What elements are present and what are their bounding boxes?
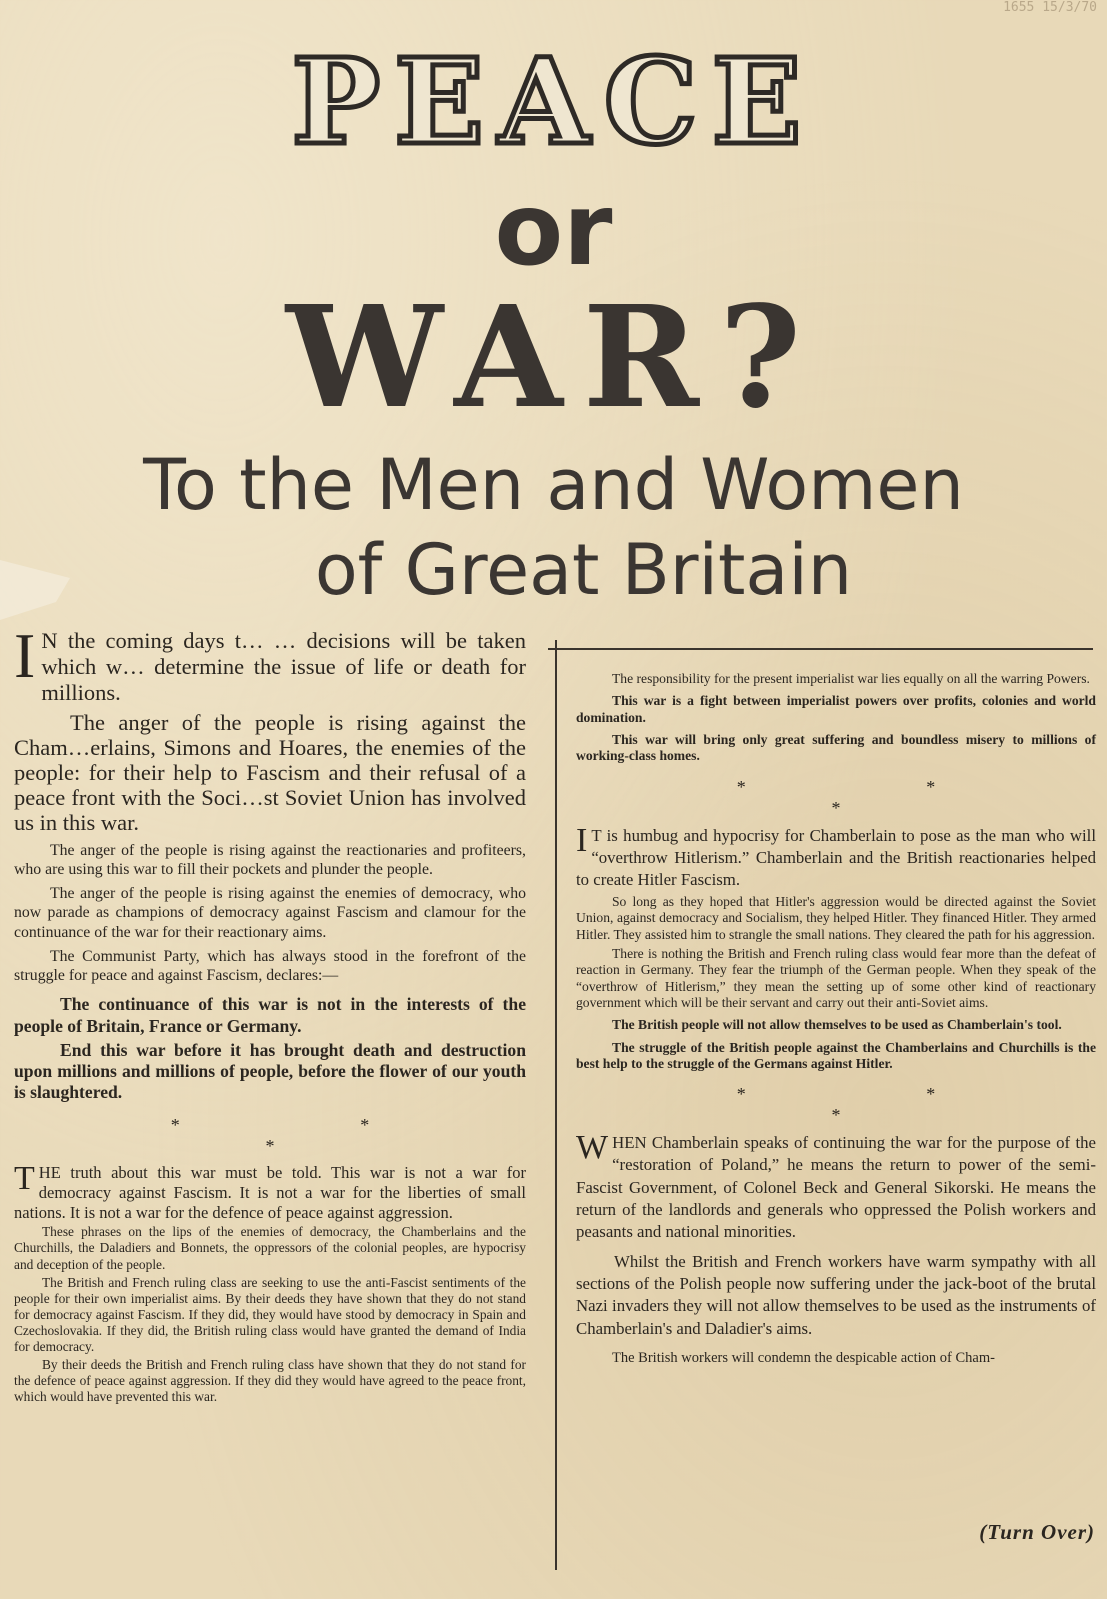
archive-mark: 1655 15/3/70 <box>1003 0 1097 15</box>
section-stars: * * * <box>736 776 1024 818</box>
chamberlain-tool-paragraph: The British people will not allow themselves to be used as Chamberlain's tool. <box>612 1017 1062 1033</box>
humbug-paragraph <box>576 821 1096 892</box>
humbug-text: T is humbug and hypocrisy for Chamberlain to pose as the man who will “overthrow Hitlerism.” Chamberlain and the British reactionaries helped to create Hitler Fascism. <box>576 825 1096 889</box>
responsibility-paragraph: The responsibility for the present imperialist war lies equally on all the warring Powers. <box>612 671 1090 686</box>
section-stars: * * * <box>170 1114 458 1156</box>
deeds-paragraph: By their deeds the British and French ruling class have shown that they do not stand for the defence of peace against aggression. If they did they would have agreed to the peace front, which would have prevented this war. <box>14 1356 526 1405</box>
drop-cap: T <box>14 1159 35 1197</box>
struggle-paragraph: The struggle of the British people against the Chamberlains and Churchills is the best help to the struggle of the Germans against Hitler. <box>576 1039 1096 1071</box>
left-column <box>14 620 526 1405</box>
headline-war: WAR? <box>285 276 822 440</box>
suffering-paragraph: This war will bring only great suffering and boundless misery to millions of working-class homes. <box>576 731 1096 764</box>
phrases-paragraph: These phrases on the lips of the enemies of democracy, the Chamberlains and the Churchills, the Daladiers and Bonnets, the oppressors of the colonial peoples, are hypocrisy and deception of the people. <box>14 1224 526 1272</box>
poland-text: HEN Chamberlain speaks of continuing the war for the purpose of the “restoration of Poland,” he means the return to power of the semi-Fascist Government, of Colonel Beck and General Sikorski. He means the return of the landlords and generals who oppressed the Polish workers and peasants and national minorities. <box>576 1133 1096 1241</box>
lead-paragraph <box>14 620 526 706</box>
drop-cap: I <box>576 821 588 859</box>
declaration-2: End this war before it has brought death and destruction upon millions and millions of people, before the flower of our youth is slaughtered. <box>14 1039 526 1102</box>
headline-peace: PEACE <box>291 32 816 171</box>
anger-lead: The anger of the people is rising against the Cham…erlains, Simons and Hoares, the enemies of the people: for their help to Fascism and their refusal of a peace front with the Soci…st Soviet Union has involved us in this war. <box>14 709 526 836</box>
drop-cap: I <box>14 620 36 691</box>
headline-or: or <box>494 171 613 288</box>
truth-text: HE truth about this war must be told. This war is not a war for democracy against Fascism. It is not a war for the liberties of small nations. It is not a war for the defence of peace against aggression. <box>14 1162 526 1222</box>
anger-paragraph-1: The anger of the people is rising against the reactionaries and profiteers, who are using this war to fill their pockets and plunder the people. <box>14 841 526 878</box>
right-column <box>576 668 1096 1367</box>
turn-over-label: (Turn Over) <box>979 1520 1095 1544</box>
communist-party-paragraph: The Communist Party, which has always stood in the forefront of the struggle for peace and against Fascism, declares:— <box>14 947 526 985</box>
section-stars: * * * <box>736 1084 1024 1126</box>
closing-line: The British workers will condemn the despicable action of Cham- <box>612 1349 995 1366</box>
ruling-class-paragraph: The British and French ruling class are seeking to use the anti-Fascist sentiments of the people for their own imperialist aims. By their deeds they have shown that they do not stand for democracy against Fascism. If they did, they would have stood by democracy in Spain and Czechoslovakia. If they did, the British ruling class would have granted the demand of India for democracy. <box>14 1274 526 1354</box>
anger-paragraph-2: The anger of the people is rising against the enemies of democracy, who now parade as champions of democracy against Fascism and clamour for the continuance of the war for their reactionary aims. <box>14 885 526 941</box>
lead-text: N the coming days t… … decisions will be taken which w… determine the issue of life or death for millions. <box>41 628 526 705</box>
right-column-rule <box>548 648 1093 650</box>
imperialist-fight-paragraph: This war is a fight between imperialist powers over profits, colonies and world domination. <box>576 693 1096 725</box>
address-line-2: of Great Britain <box>314 529 853 611</box>
hitler-aggression-paragraph: So long as they hoped that Hitler's aggression would be directed against the Soviet Union, against democracy and Socialism, they helped Hitler. They financed Hitler. They armed Hitler. They assisted him to strangle the small nations. They cleared the path for his aggression. <box>576 894 1096 942</box>
sympathy-paragraph: Whilst the British and French workers have warm sympathy with all sections of the Polish people now suffering under the jack-boot of the brutal Nazi invaders they will not allow themselves to be used as the instruments of Chamberlain's and Daladier's aims. <box>576 1252 1096 1338</box>
address-line-1: To the Men and Women <box>143 444 964 526</box>
declaration-1: The continuance of this war is not in the interests of the people of Britain, France or Germany. <box>14 994 526 1036</box>
poland-paragraph <box>576 1129 1096 1243</box>
column-divider <box>555 640 557 1570</box>
ruling-class-fear-paragraph: There is nothing the British and French ruling class would fear more than the defeat of reaction in Germany. They fear the triumph of the German people. When they speak of the “overthrow of Hitlerism,” they mean the setting up of some other kind of reactionary government which will be their servant and carry out their anti-Soviet aims. <box>576 946 1096 1010</box>
drop-cap: W <box>576 1129 609 1167</box>
truth-paragraph <box>14 1159 526 1222</box>
